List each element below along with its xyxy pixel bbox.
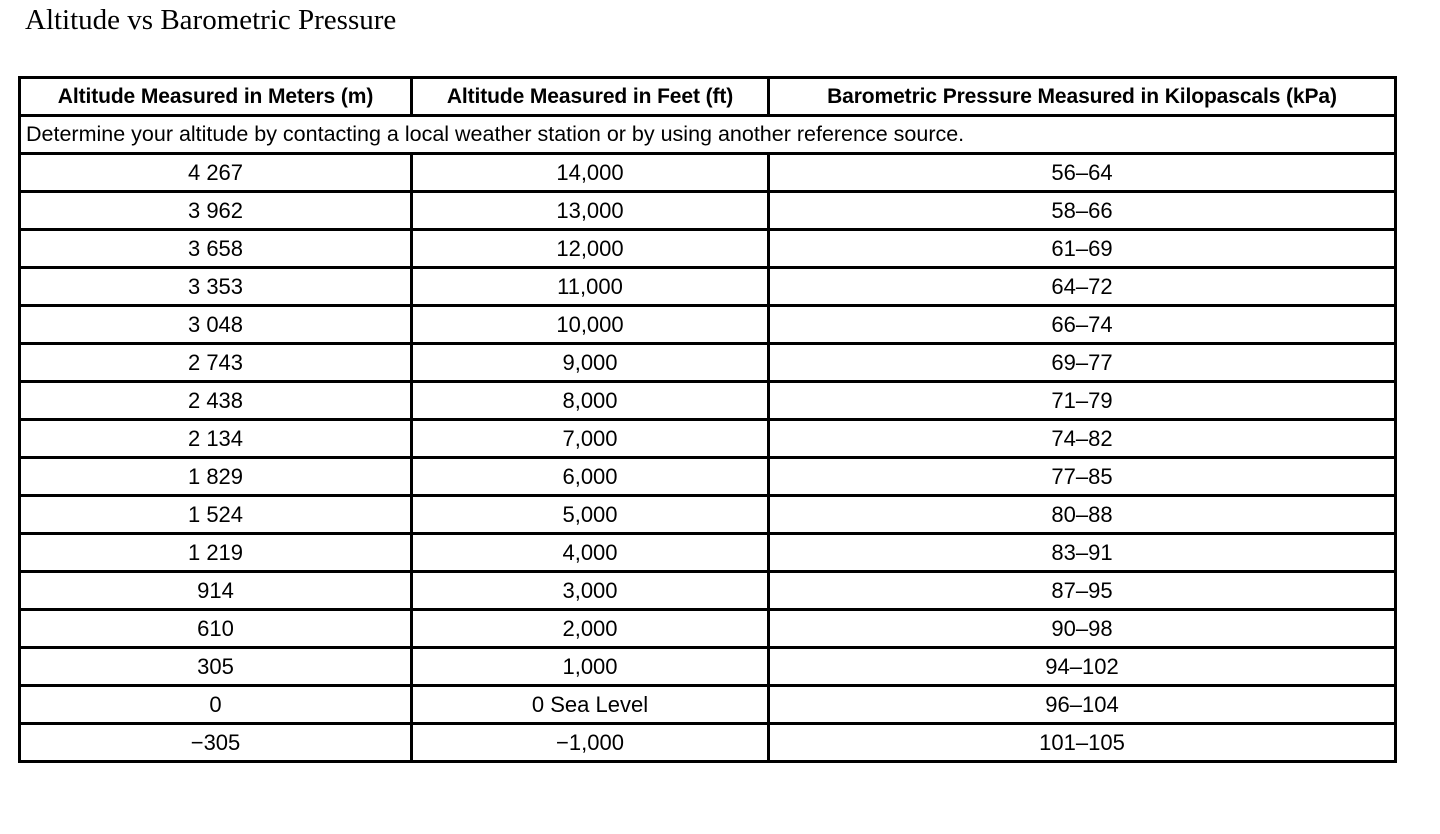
feet-cell: 5,000 [412,496,769,534]
feet-cell: 14,000 [412,154,769,192]
meters-cell: 0 [20,686,412,724]
table-row [20,306,1396,344]
table-row [20,458,1396,496]
feet-cell: 2,000 [412,610,769,648]
table-row [20,268,1396,306]
table-row [20,572,1396,610]
meters-cell: 3 962 [20,192,412,230]
pressure-cell: 66–74 [769,306,1396,344]
altitude-pressure-table [18,76,1397,763]
pressure-cell: 74–82 [769,420,1396,458]
feet-cell: 4,000 [412,534,769,572]
header-pressure: Barometric Pressure Measured in Kilopascals (kPa) [769,78,1396,116]
meters-cell: 1 219 [20,534,412,572]
pressure-cell: 94–102 [769,648,1396,686]
meters-cell: 1 829 [20,458,412,496]
pressure-cell: 101–105 [769,724,1396,762]
table-row [20,724,1396,762]
pressure-cell: 90–98 [769,610,1396,648]
meters-cell: 3 048 [20,306,412,344]
pressure-cell: 58–66 [769,192,1396,230]
feet-cell: 11,000 [412,268,769,306]
table-row [20,420,1396,458]
meters-cell: 2 743 [20,344,412,382]
table-row [20,534,1396,572]
feet-cell: 12,000 [412,230,769,268]
pressure-cell: 83–91 [769,534,1396,572]
table-row [20,382,1396,420]
feet-cell: 6,000 [412,458,769,496]
pressure-cell: 61–69 [769,230,1396,268]
table-row [20,344,1396,382]
pressure-cell: 56–64 [769,154,1396,192]
pressure-cell: 96–104 [769,686,1396,724]
meters-cell: 1 524 [20,496,412,534]
table-row [20,686,1396,724]
table-row [20,648,1396,686]
feet-cell: 1,000 [412,648,769,686]
page-title: Altitude vs Barometric Pressure [25,4,397,36]
feet-cell: 7,000 [412,420,769,458]
feet-cell: 9,000 [412,344,769,382]
pressure-cell: 87–95 [769,572,1396,610]
pressure-cell: 77–85 [769,458,1396,496]
feet-cell: 3,000 [412,572,769,610]
table-row [20,230,1396,268]
table-note: Determine your altitude by contacting a local weather station or by using another reference source. [20,116,1396,154]
table-row [20,192,1396,230]
pressure-cell: 69–77 [769,344,1396,382]
feet-cell: 8,000 [412,382,769,420]
meters-cell: 2 134 [20,420,412,458]
table-row [20,154,1396,192]
feet-cell: −1,000 [412,724,769,762]
meters-cell: 3 658 [20,230,412,268]
pressure-cell: 64–72 [769,268,1396,306]
meters-cell: 4 267 [20,154,412,192]
feet-cell: 0 Sea Level [412,686,769,724]
meters-cell: 2 438 [20,382,412,420]
meters-cell: 914 [20,572,412,610]
header-feet: Altitude Measured in Feet (ft) [412,78,769,116]
pressure-cell: 71–79 [769,382,1396,420]
table-row [20,496,1396,534]
table-header-row [20,78,1396,116]
header-meters: Altitude Measured in Meters (m) [20,78,412,116]
meters-cell: 610 [20,610,412,648]
feet-cell: 13,000 [412,192,769,230]
meters-cell: −305 [20,724,412,762]
meters-cell: 305 [20,648,412,686]
pressure-cell: 80–88 [769,496,1396,534]
table-row [20,610,1396,648]
feet-cell: 10,000 [412,306,769,344]
table-note-row [20,116,1396,154]
meters-cell: 3 353 [20,268,412,306]
